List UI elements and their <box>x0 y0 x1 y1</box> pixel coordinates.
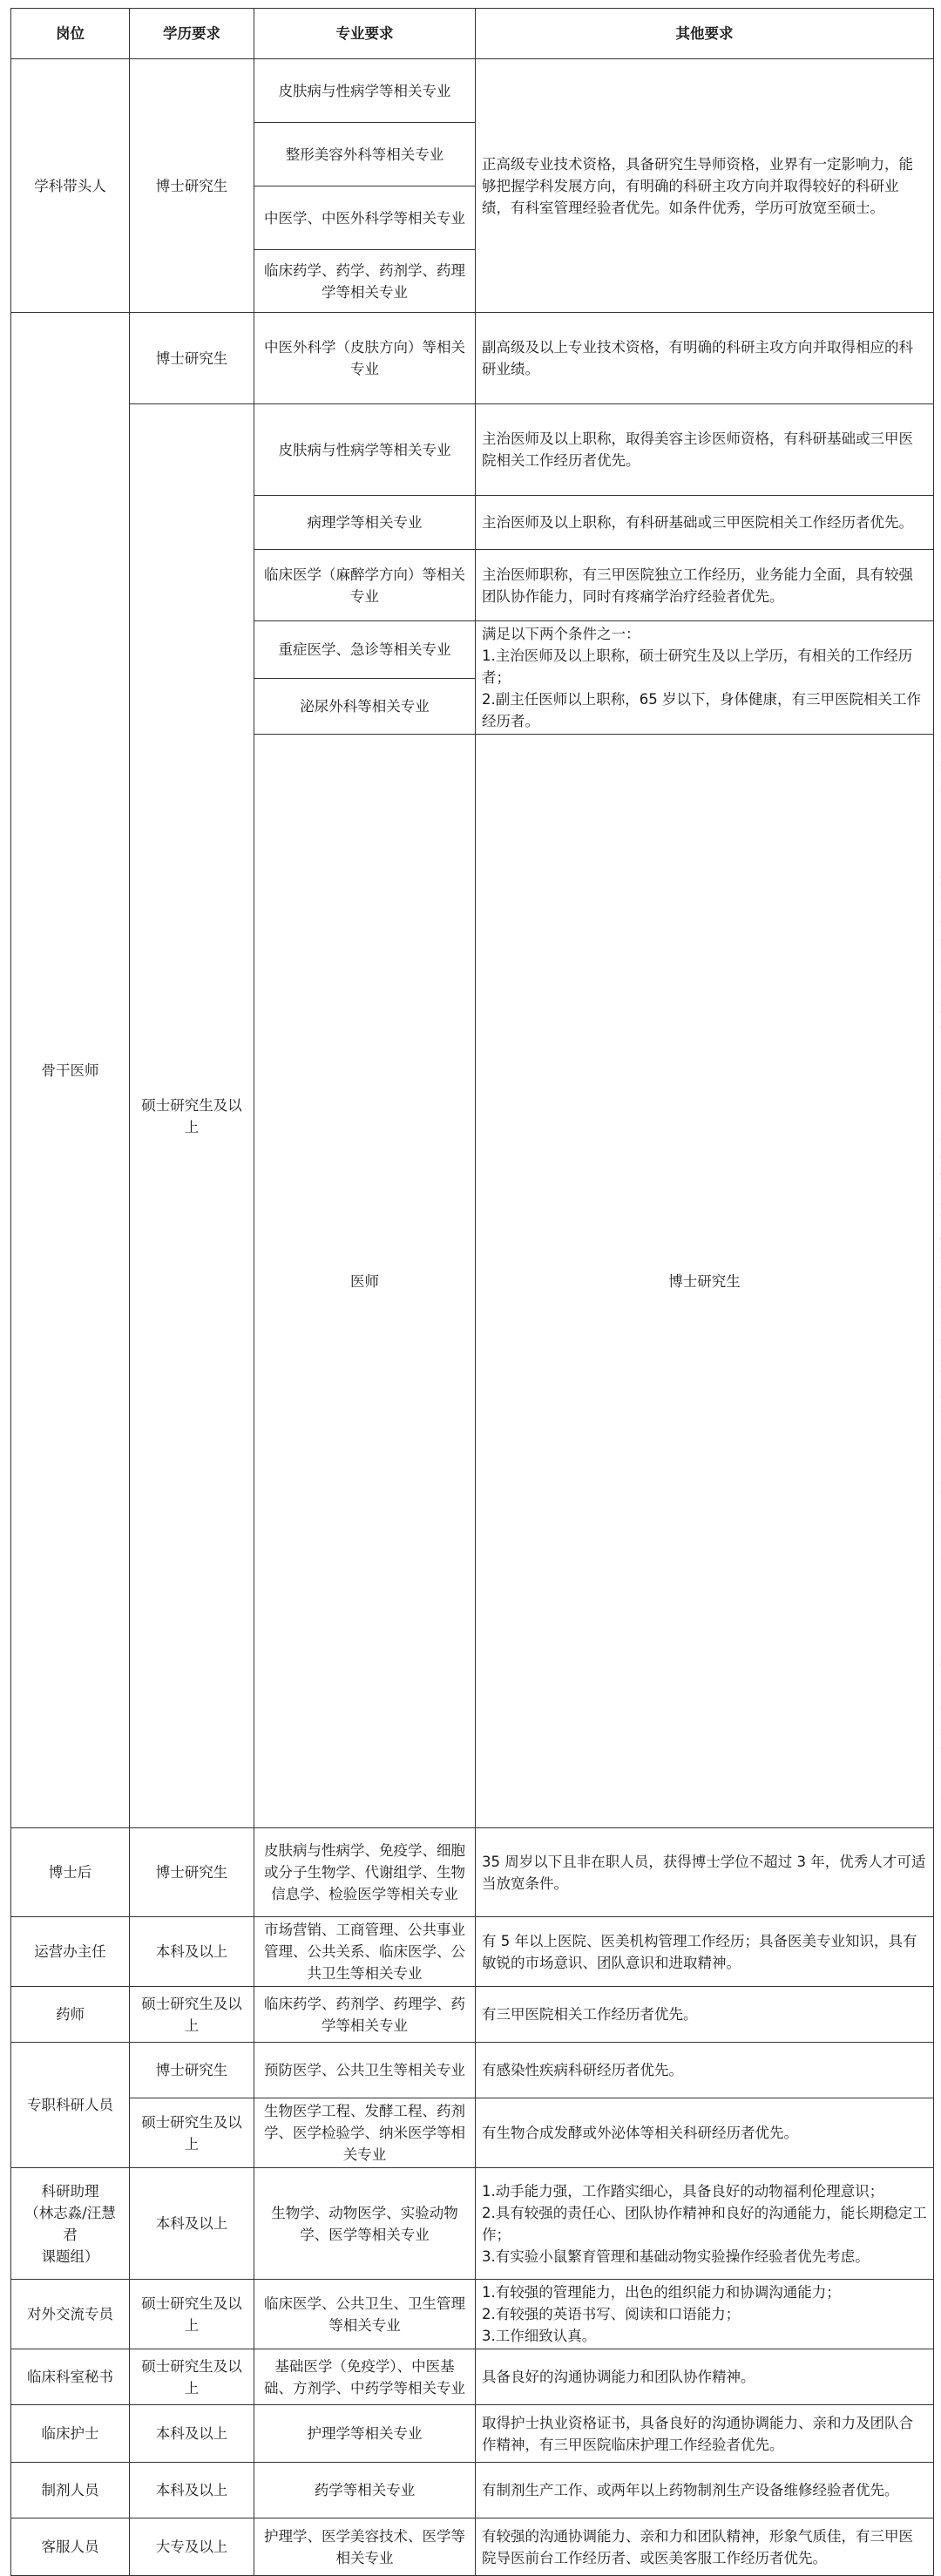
position-cell: 临床护士 <box>11 2405 130 2463</box>
table-row <box>11 1987 934 2043</box>
header-position: 岗位 <box>11 9 130 59</box>
position-cell <box>11 2168 130 2280</box>
other-cell: 35 周岁以下且非在职人员，获得博士学位不超过 3 年，优秀人才可适当放宽条件。 <box>476 1828 934 1917</box>
other-line: 1.有较强的管理能力，出色的组织能力和协调沟通能力； <box>482 2284 841 2301</box>
major-cell: 中医学、中医外科学等相关专业 <box>254 186 476 250</box>
table-row <box>11 2098 934 2168</box>
major-cell: 护理学、医学美容技术、医学等相关专业 <box>254 2518 476 2576</box>
major-cell: 中医外科学（皮肤方向）等相关专业 <box>254 313 476 404</box>
other-cell: 主治医师职称，有三甲医院独立工作经历，业务能力全面，具有较强团队协作能力，同时有疼痛学治疗经验者优先。 <box>476 550 934 621</box>
major-cell: 市场营销、工商管理、公共事业管理、公共关系、临床医学、公共卫生等相关专业 <box>254 1917 476 1987</box>
other-cell: 有制剂生产工作、或两年以上药物制剂生产设备维修经验者优先。 <box>476 2463 934 2518</box>
education-cell: 博士研究生 <box>130 2043 254 2098</box>
other-line: 1.动手能力强，工作踏实细心，具备良好的动物福利伦理意识； <box>482 2182 884 2200</box>
education-cell: 硕士研究生及以上 <box>130 2098 254 2168</box>
recruitment-requirements-table <box>10 8 934 2576</box>
table-row <box>11 2518 934 2576</box>
header-education: 学历要求 <box>130 9 254 59</box>
other-line: 2.有较强的英语书写、阅读和口语能力； <box>482 2306 741 2322</box>
education-cell: 本科及以上 <box>130 2463 254 2518</box>
position-cell: 博士后 <box>11 1828 130 1917</box>
major-cell: 生物学、动物医学、实验动物学、医学等相关专业 <box>254 2168 476 2280</box>
major-cell: 护理学等相关专业 <box>254 2405 476 2463</box>
education-cell: 博士研究生 <box>130 313 254 404</box>
other-cell: 有较强的沟通协调能力、亲和力和团队精神，形象气质佳，有三甲医院导医前台工作经历者、或医美客服工作经历者优先。 <box>476 2518 934 2576</box>
position-cell: 对外交流专员 <box>11 2280 130 2349</box>
table-row <box>11 2043 934 2098</box>
position-cell: 运营办主任 <box>11 1917 130 1987</box>
position-line: （林志淼/汪慧君 <box>24 2204 116 2243</box>
major-cell: 临床医学、公共卫生、卫生管理等相关专业 <box>254 2280 476 2349</box>
table-row <box>11 2280 934 2349</box>
table-row <box>11 59 934 123</box>
major-cell: 基础医学（免疫学）、中医基础、方剂学、中药学等相关专业 <box>254 2349 476 2405</box>
other-cell: 正高级专业技术资格，具备研究生导师资格，业界有一定影响力，能够把握学科发展方向，有明确的科研主攻方向并取得较好的科研业绩，有科室管理经验者优先。如条件优秀，学历可放宽至硕士。 <box>476 59 934 313</box>
position-line: 科研助理 <box>41 2182 99 2200</box>
table-row <box>11 404 934 496</box>
education-cell: 本科及以上 <box>130 1917 254 1987</box>
header-row <box>11 9 934 59</box>
other-cell <box>476 2280 934 2349</box>
other-line: 2.副主任医师以上职称，65 岁以下，身体健康，有三甲医院相关工作经历者。 <box>482 691 921 729</box>
other-line: 1.主治医师及以上职称，硕士研究生及以上学历，有相关的工作经历者； <box>482 647 913 686</box>
major-cell: 临床医学（麻醉学方向）等相关专业 <box>254 550 476 621</box>
major-cell: 皮肤病与性病学、免疫学、细胞或分子生物学、代谢组学、生物信息学、检验医学等相关专业 <box>254 1828 476 1917</box>
education-cell: 博士研究生 <box>476 735 934 1828</box>
major-cell: 生物医学工程、发酵工程、药剂学、医学检验学、纳米医学等相关专业 <box>254 2098 476 2168</box>
table-row <box>11 1917 934 1987</box>
major-cell: 重症医学、急诊等相关专业 <box>254 621 476 679</box>
education-cell: 大专及以上 <box>130 2518 254 2576</box>
position-cell: 制剂人员 <box>11 2463 130 2518</box>
major-cell: 预防医学、公共卫生等相关专业 <box>254 2043 476 2098</box>
other-line: 满足以下两个条件之一： <box>482 626 640 642</box>
major-cell: 病理学等相关专业 <box>254 496 476 550</box>
other-line: 3.有实验小鼠繁育管理和基础动物实验操作经验者优先考虑。 <box>482 2247 870 2265</box>
major-cell: 皮肤病与性病学等相关专业 <box>254 404 476 496</box>
major-cell: 临床药学、药剂学、药理学、药学等相关专业 <box>254 1987 476 2043</box>
table-row <box>11 2463 934 2518</box>
table-row <box>11 2168 934 2280</box>
major-cell: 泌尿外科等相关专业 <box>254 678 476 734</box>
position-cell: 临床科室秘书 <box>11 2349 130 2405</box>
position-cell: 学科带头人 <box>11 59 130 313</box>
header-major: 专业要求 <box>254 9 476 59</box>
table-row <box>11 1828 934 1917</box>
other-cell <box>476 621 934 735</box>
other-cell: 具备良好的沟通协调能力和团队协作精神。 <box>476 2349 934 2405</box>
other-cell: 取得护士执业资格证书，具备良好的沟通协调能力、亲和力及团队合作精神，有三甲医院临床护理工作经验者优先。 <box>476 2405 934 2463</box>
position-cell: 专职科研人员 <box>11 2043 130 2168</box>
education-cell: 硕士研究生及以上 <box>130 404 254 1828</box>
position-cell: 骨干医师 <box>11 313 130 1828</box>
other-cell: 主治医师及以上职称，有科研基础或三甲医院相关工作经历者优先。 <box>476 496 934 550</box>
other-cell: 有 5 年以上医院、医美机构管理工作经历；具备医美专业知识，具有敏锐的市场意识、团队意识和进取精神。 <box>476 1917 934 1987</box>
other-line: 3.工作细致认真。 <box>482 2328 597 2344</box>
other-cell: 主治医师及以上职称，取得美容主诊医师资格，有科研基础或三甲医院相关工作经历者优先。 <box>476 404 934 496</box>
major-cell: 整形美容外科等相关专业 <box>254 123 476 186</box>
table-row <box>11 2349 934 2405</box>
major-cell: 皮肤病与性病学等相关专业 <box>254 59 476 123</box>
education-cell: 博士研究生 <box>130 59 254 313</box>
other-cell: 有生物合成发酵或外泌体等相关科研经历者优先。 <box>476 2098 934 2168</box>
other-cell: 有三甲医院相关工作经历者优先。 <box>476 1987 934 2043</box>
education-cell: 硕士研究生及以上 <box>130 1987 254 2043</box>
other-cell: 副高级及以上专业技术资格，有明确的科研主攻方向并取得相应的科研业绩。 <box>476 313 934 404</box>
major-cell: 药学等相关专业 <box>254 2463 476 2518</box>
position-line: 课题组） <box>41 2247 99 2265</box>
education-cell: 本科及以上 <box>130 2168 254 2280</box>
other-line: 2.具有较强的责任心、团队协作精神和良好的沟通能力，能长期稳定工作； <box>482 2204 927 2243</box>
position-cell: 医师 <box>254 735 476 1828</box>
table-row <box>11 313 934 404</box>
education-cell: 本科及以上 <box>130 2405 254 2463</box>
education-cell: 硕士研究生及以上 <box>130 2349 254 2405</box>
position-cell: 客服人员 <box>11 2518 130 2576</box>
other-cell: 有感染性疾病科研经历者优先。 <box>476 2043 934 2098</box>
major-cell: 临床药学、药学、药剂学、药理学等相关专业 <box>254 250 476 313</box>
position-cell: 药师 <box>11 1987 130 2043</box>
table-row <box>11 2405 934 2463</box>
education-cell: 硕士研究生及以上 <box>130 2280 254 2349</box>
education-cell: 博士研究生 <box>130 1828 254 1917</box>
header-other: 其他要求 <box>476 9 934 59</box>
other-cell <box>476 2168 934 2280</box>
